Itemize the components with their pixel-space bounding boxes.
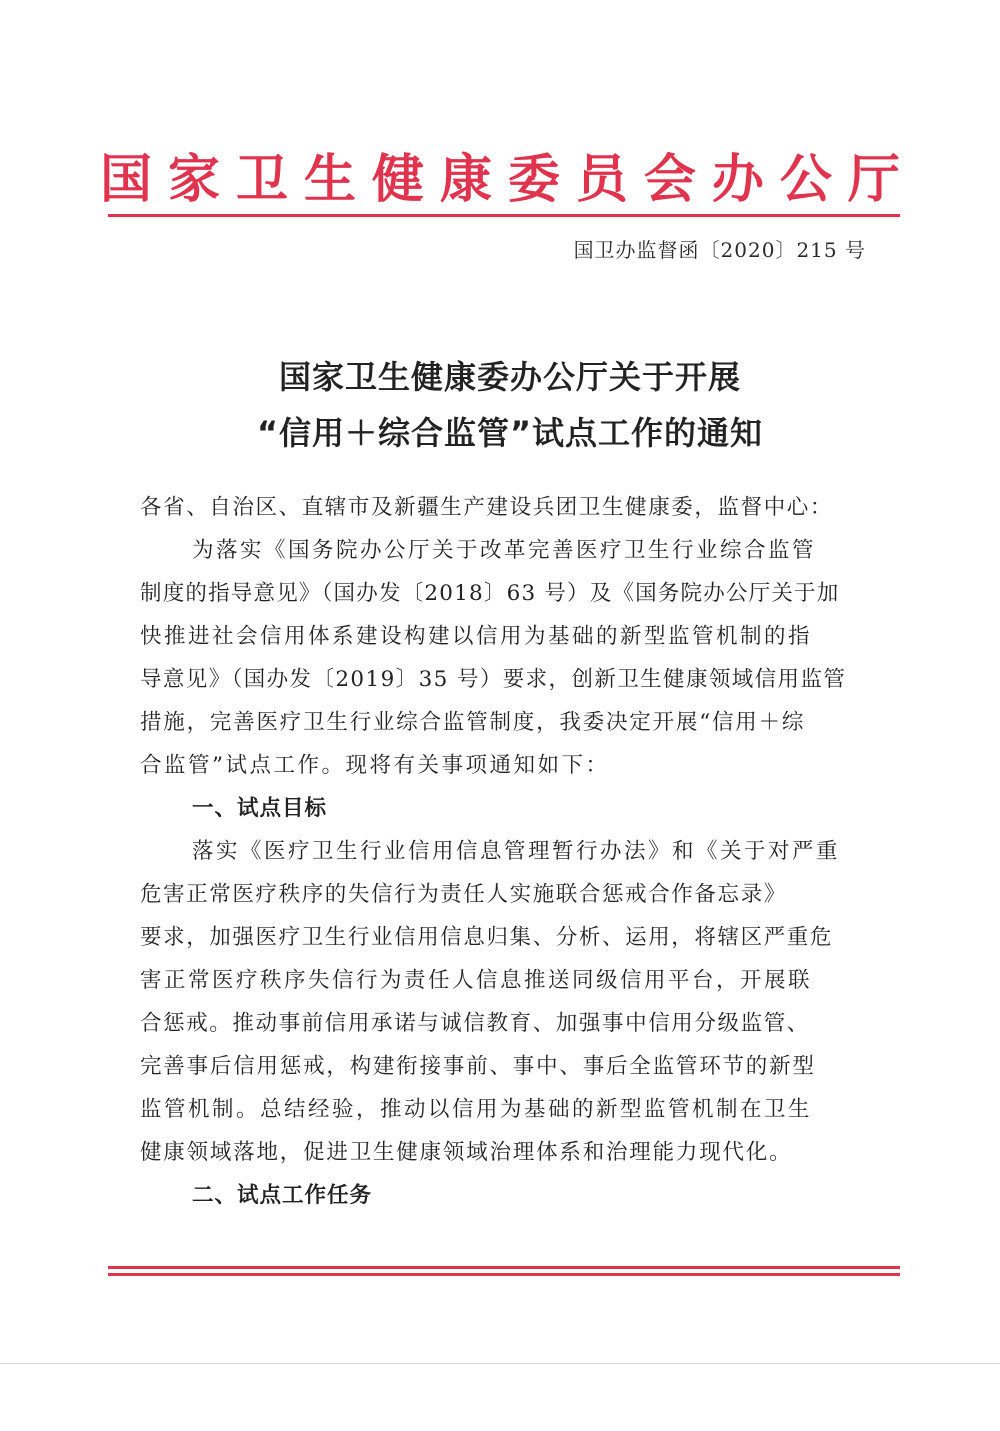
- footer-divider-lower: [108, 1273, 900, 1276]
- paragraph-line: 合监管”试点工作。现将有关事项通知如下：: [140, 753, 610, 778]
- masthead-char: 会: [643, 150, 696, 210]
- footer-divider-upper: [108, 1266, 900, 1269]
- masthead-char: 委: [507, 150, 560, 210]
- masthead-char: 卫: [235, 150, 288, 210]
- masthead-agency-name: [100, 150, 900, 210]
- paragraph-line: 落实《医疗卫生行业信用信息管理暂行办法》和《关于对严重: [192, 839, 841, 864]
- document-title-line-2: “信用＋综合监管”试点工作的通知: [256, 414, 764, 452]
- masthead-divider: [108, 214, 900, 217]
- masthead-char: 员: [575, 150, 628, 210]
- paragraph-line: 措施，完善医疗卫生行业综合监管制度，我委决定开展“信用＋综: [140, 710, 806, 735]
- masthead-char: 康: [439, 150, 492, 210]
- section-heading-1: 一、试点目标: [192, 796, 328, 821]
- masthead-char: 家: [167, 150, 220, 210]
- paragraph-line: 危害正常医疗秩序的失信行为责任人实施联合惩戒合作备忘录》: [140, 882, 787, 907]
- paragraph-line: 制度的指导意见》（国办发〔2018〕63 号）及《国务院办公厅关于加: [140, 581, 840, 606]
- document-number: 国卫办监督函〔2020〕215 号: [573, 238, 866, 262]
- masthead-char: 厅: [847, 150, 900, 210]
- section-heading-2: 二、试点工作任务: [192, 1183, 373, 1208]
- paragraph-line: 害正常医疗秩序失信行为责任人信息推送同级信用平台，开展联: [140, 968, 813, 993]
- paragraph-line: 导意见》（国办发〔2019〕35 号）要求，创新卫生健康领域信用监管: [140, 667, 847, 692]
- paragraph-line: 要求，加强医疗卫生行业信用信息归集、分析、运用，将辖区严重危: [140, 925, 834, 950]
- masthead-char: 办: [711, 150, 764, 210]
- document-title-line-1: 国家卫生健康委办公厅关于开展: [278, 358, 741, 396]
- masthead-char: 生: [303, 150, 356, 210]
- masthead-char: 公: [779, 150, 832, 210]
- document-body: [140, 486, 870, 1217]
- paragraph-line: 完善事后信用惩戒，构建衔接事前、事中、事后全监管环节的新型: [140, 1054, 816, 1079]
- paragraph-line: 合惩戒。推动事前信用承诺与诚信教育、加强事中信用分级监管、: [140, 1011, 810, 1036]
- masthead-char: 国: [100, 150, 153, 210]
- masthead-char: 健: [371, 150, 424, 210]
- scan-page-edge: [0, 1363, 1000, 1364]
- paragraph-line: 快推进社会信用体系建设构建以信用为基础的新型监管机制的指: [140, 624, 813, 649]
- paragraph-line: 监管机制。总结经验，推动以信用为基础的新型监管机制在卫生: [140, 1097, 813, 1122]
- paragraph-line: 健康领域落地，促进卫生健康领域治理体系和治理能力现代化。: [140, 1140, 793, 1165]
- addressee: 各省、自治区、直辖市及新疆生产建设兵团卫生健康委，监督中心：: [140, 495, 834, 520]
- paragraph-line: 为落实《国务院办公厅关于改革完善医疗卫生行业综合监管: [192, 538, 817, 563]
